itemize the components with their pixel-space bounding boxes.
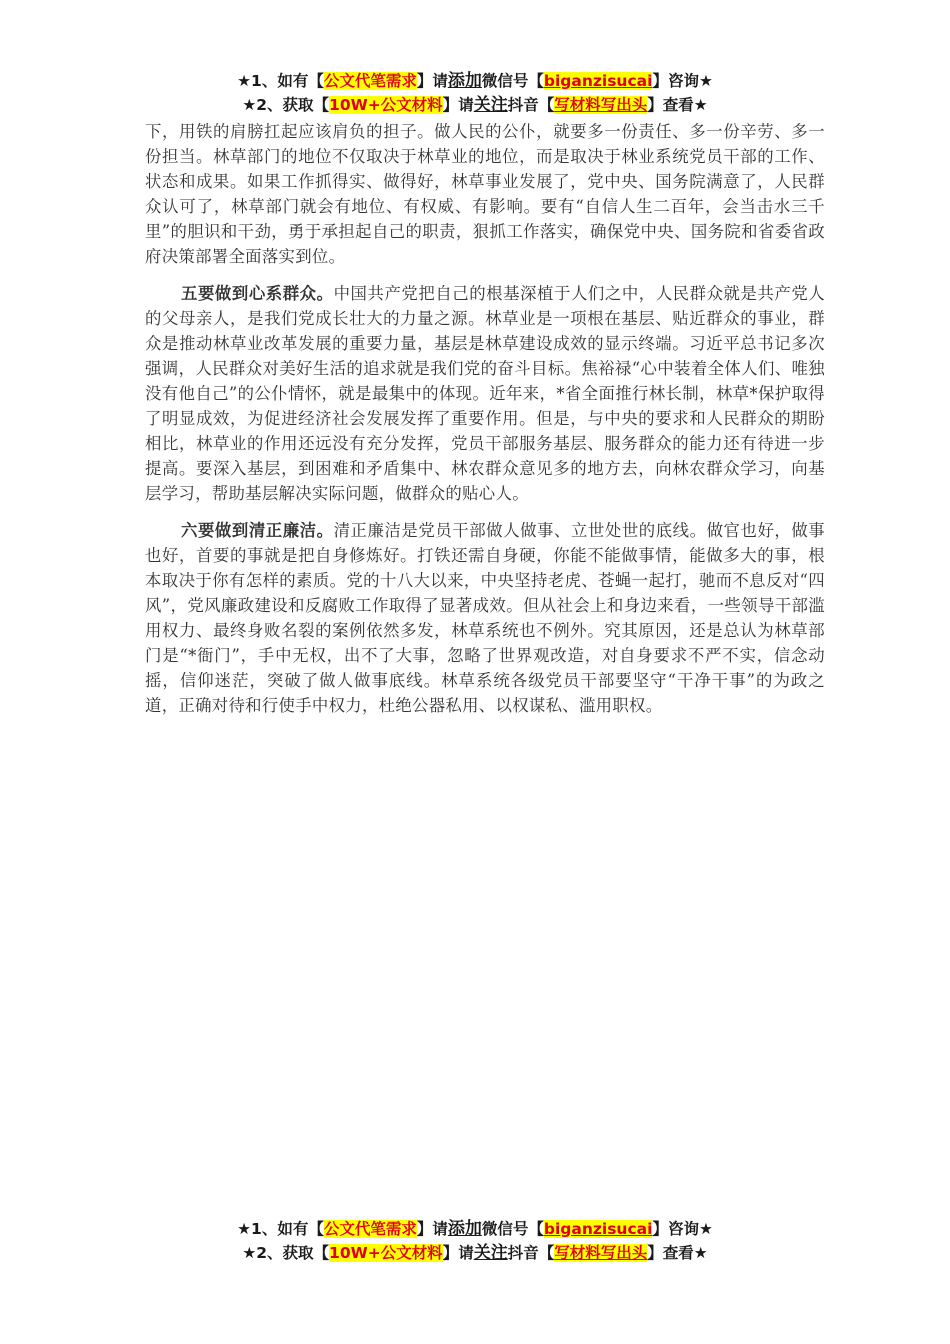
paragraph-section-six [145, 518, 825, 718]
section-five-text: 中国共产党把自己的根基深植于人们之中，人民群众就是共产党人的父母亲人，是我们党成长壮大的力量之源。林草业是一项根在基层、贴近群众的事业，群众是推动林草业改革发展的重要力量，基层是林草建设成效的显示终端。习近平总书记多次强调，人民群众对美好生活的追求就是我们党的奋斗目标。焦裕禄“心中装着全体人们、唯独没有他自己”的公仆情怀，就是最集中的体现。近年来，*省全面推行林长制，林草*保护取得了明显成效，为促进经济社会发展发挥了重要作用。但是，与中央的要求和人民群众的期盼相比，林草业的作用还远没有充分发挥，党员干部服务基层、服务群众的能力还有待进一步提高。要深入基层，到困难和矛盾集中、林农群众意见多的地方去，向林农群众学习，向基层学习，帮助基层解决实际问题，做群众的贴心人。 [145, 284, 825, 503]
banner-highlight-materials: 10W+公文材料 [329, 1244, 443, 1262]
banner-highlight-materials: 10W+公文材料 [329, 96, 443, 114]
paragraph-section-five [145, 281, 825, 506]
footer-banner [0, 1217, 950, 1265]
banner-text: ★2、获取【 [242, 96, 330, 114]
banner-line-2 [0, 93, 950, 117]
banner-keyword: 添加 [447, 71, 482, 91]
banner-text: 】查看★ [647, 1244, 708, 1262]
banner-text: 抖音【 [507, 1244, 555, 1262]
banner-keyword: 添加 [447, 1219, 482, 1239]
section-six-text: 清正廉洁是党员干部做人做事、立世处世的底线。做官也好，做事也好，首要的事就是把自身修炼好。打铁还需自身硬，你能不能做事情，能做多大的事，根本取决于你有怎样的素质。党的十八大以来，中央坚持老虎、苍蝇一起打，驰而不息反对“四风”，党风廉政建设和反腐败工作取得了显著成效。但从社会上和身边来看，一些领导干部滥用权力、最终身败名裂的案例依然多发，林草系统也不例外。究其原因，还是总认为林草部门是“*衙门”，手中无权，出不了大事，忽略了世界观改造，对自身要求不严不实，信念动摇，信仰迷茫，突破了做人做事底线。林草系统各级党员干部要坚守“干净干事”的为政之道，正确对待和行使手中权力，杜绝公器私用、以权谋私、滥用职权。 [145, 521, 825, 715]
banner-text: 】咨询★ [652, 72, 713, 90]
banner-text: ★1、如有【 [237, 1220, 324, 1238]
banner-line-1 [0, 1217, 950, 1241]
banner-line-2 [0, 1241, 950, 1265]
section-six-heading: 六要做到清正廉洁。 [181, 521, 334, 540]
paragraph-continued: 下，用铁的肩膀扛起应该肩负的担子。做人民的公仆，就要多一份责任、多一份辛劳、多一份担当。林草部门的地位不仅取决于林草业的地位，而是取决于林业系统党员干部的工作、状态和成果。如果工作抓得实、做得好，林草事业发展了，党中央、国务院满意了，人民群众认可了，林草部门就会有地位、有权威、有影响。要有“自信人生二百年，会当击水三千里”的胆识和干劲，勇于承担起自己的职责，狠抓工作落实，确保党中央、国务院和省委省政府决策部署全面落实到位。 [145, 122, 825, 266]
section-five-heading: 五要做到心系群众。 [181, 284, 334, 303]
banner-keyword: 关注 [473, 1243, 508, 1263]
banner-text: 】咨询★ [652, 1220, 713, 1238]
banner-highlight-service: 公文代笔需求 [323, 72, 417, 90]
header-banner [0, 69, 950, 117]
banner-text: 】请 [442, 1244, 474, 1262]
banner-keyword: 关注 [473, 95, 508, 115]
banner-text: 】请 [416, 72, 448, 90]
banner-text: 】请 [442, 96, 474, 114]
banner-line-1 [0, 69, 950, 93]
banner-text: 微信号【 [481, 1220, 544, 1238]
banner-douyin-account: 写材料写出头 [554, 96, 648, 114]
banner-text: ★2、获取【 [242, 1244, 330, 1262]
banner-wechat-id: biganzisucai [543, 72, 653, 90]
banner-text: 微信号【 [481, 72, 544, 90]
banner-douyin-account: 写材料写出头 [554, 1244, 648, 1262]
banner-text: 】查看★ [647, 96, 708, 114]
banner-text: 抖音【 [507, 96, 555, 114]
banner-text: 】请 [416, 1220, 448, 1238]
banner-highlight-service: 公文代笔需求 [323, 1220, 417, 1238]
document-body [145, 119, 825, 730]
banner-text: ★1、如有【 [237, 72, 324, 90]
banner-wechat-id: biganzisucai [543, 1220, 653, 1238]
